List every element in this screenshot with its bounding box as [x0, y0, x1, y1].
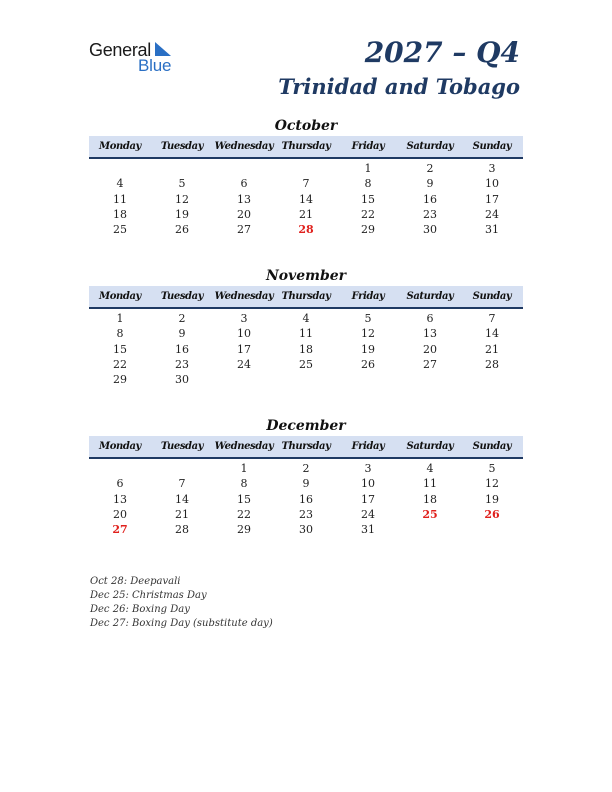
- day-cell: 18: [113, 207, 127, 221]
- week-row: [89, 326, 523, 341]
- day-cell: 5: [488, 462, 496, 475]
- day-cell: 21: [299, 207, 313, 221]
- weekday-header: Thursday: [281, 141, 331, 152]
- week-row: [89, 507, 523, 522]
- day-cell: 14: [175, 492, 189, 506]
- day-cell: 7: [488, 312, 496, 325]
- day-cell: 24: [237, 357, 251, 371]
- weekday-header-row: [89, 436, 523, 459]
- weekday-header: Wednesday: [214, 441, 274, 452]
- day-cell: 20: [113, 507, 127, 521]
- week-row: [89, 492, 523, 507]
- weekday-header: Tuesday: [160, 141, 204, 152]
- holiday-note: Oct 28: Deepavali: [90, 576, 181, 587]
- week-row: [89, 161, 523, 176]
- day-cell: 19: [361, 342, 375, 356]
- day-cell: 12: [175, 192, 189, 206]
- day-cell: 21: [485, 342, 499, 356]
- day-cell: 23: [175, 357, 189, 371]
- day-cell: 13: [237, 192, 251, 206]
- weekday-header: Sunday: [472, 291, 512, 302]
- weekday-header-row: [89, 286, 523, 309]
- day-cell: 22: [237, 507, 251, 521]
- week-row: [89, 461, 523, 476]
- weekday-header: Saturday: [406, 441, 454, 452]
- empty-day-cell: [399, 522, 461, 537]
- week-row: [89, 522, 523, 537]
- month-october: [89, 116, 523, 237]
- day-cell: 30: [423, 223, 437, 237]
- empty-day-cell: [275, 161, 337, 176]
- day-cell: 12: [361, 327, 375, 341]
- month-name: October: [274, 118, 338, 134]
- day-cell: 13: [113, 492, 127, 506]
- day-cell: 28: [485, 357, 499, 371]
- weekday-header: Friday: [351, 291, 385, 302]
- month-november: [89, 266, 523, 387]
- day-cell: 20: [423, 342, 437, 356]
- weekday-header-row: [89, 136, 523, 159]
- day-cell: 15: [237, 492, 251, 506]
- holiday-note: Dec 26: Boxing Day: [90, 604, 190, 615]
- empty-day-cell: [89, 161, 151, 176]
- day-cell: 6: [116, 477, 124, 491]
- empty-day-cell: [151, 161, 213, 176]
- week-row: [89, 372, 523, 387]
- day-cell: 1: [116, 312, 124, 325]
- day-cell: 8: [116, 327, 124, 341]
- day-cell: 21: [175, 507, 189, 521]
- day-cell: 29: [113, 373, 127, 387]
- day-cell: 5: [178, 177, 186, 191]
- week-row: [89, 207, 523, 222]
- day-cell: 5: [364, 312, 372, 325]
- weekday-header: Monday: [99, 291, 141, 302]
- day-cell: 2: [302, 462, 310, 475]
- day-cell: 4: [426, 462, 434, 475]
- empty-day-cell: [89, 461, 151, 476]
- day-cell: 23: [423, 207, 437, 221]
- day-cell: 19: [485, 492, 499, 506]
- day-cell: 8: [364, 177, 372, 191]
- weekday-header: Wednesday: [214, 291, 274, 302]
- day-cell: 29: [361, 223, 375, 237]
- empty-day-cell: [461, 522, 523, 537]
- day-cell: 11: [113, 192, 127, 206]
- holiday-note: Dec 25: Christmas Day: [90, 590, 207, 601]
- day-cell: 30: [175, 373, 189, 387]
- day-cell: 18: [299, 342, 313, 356]
- day-cell: 26: [361, 357, 375, 371]
- holiday-note: Dec 27: Boxing Day (substitute day): [90, 618, 273, 629]
- day-cell: 10: [237, 327, 251, 341]
- weekday-header: Tuesday: [160, 291, 204, 302]
- empty-day-cell: [275, 372, 337, 387]
- weekday-header: Friday: [351, 141, 385, 152]
- day-cell: 26: [484, 507, 500, 521]
- day-cell: 27: [423, 357, 437, 371]
- day-cell: 8: [240, 477, 248, 491]
- day-cell: 11: [423, 477, 437, 491]
- day-cell: 9: [178, 327, 186, 341]
- day-cell: 28: [298, 223, 314, 237]
- day-cell: 25: [113, 223, 127, 237]
- weekday-header: Wednesday: [214, 141, 274, 152]
- weekday-header: Tuesday: [160, 441, 204, 452]
- weekday-header: Saturday: [406, 291, 454, 302]
- week-row: [89, 176, 523, 191]
- page-subtitle: Trinidad and Tobago: [278, 74, 520, 99]
- calendar-grid: [89, 459, 523, 537]
- holiday-notes: [90, 575, 273, 631]
- day-cell: 14: [485, 327, 499, 341]
- weekday-header: Friday: [351, 441, 385, 452]
- day-cell: 27: [237, 223, 251, 237]
- day-cell: 2: [178, 312, 186, 325]
- day-cell: 3: [488, 162, 496, 175]
- day-cell: 18: [423, 492, 437, 506]
- day-cell: 1: [240, 462, 248, 475]
- day-cell: 14: [299, 192, 313, 206]
- day-cell: 23: [299, 507, 313, 521]
- page-title: 2027 – Q4: [364, 36, 520, 69]
- day-cell: 3: [240, 312, 248, 325]
- weekday-header: Sunday: [472, 441, 512, 452]
- logo-text-blue: Blue: [138, 56, 172, 75]
- weekday-header: Thursday: [281, 441, 331, 452]
- day-cell: 20: [237, 207, 251, 221]
- day-cell: 26: [175, 223, 189, 237]
- calendar-grid: [89, 309, 523, 387]
- week-row: [89, 357, 523, 372]
- day-cell: 7: [178, 477, 186, 491]
- day-cell: 12: [485, 477, 499, 491]
- day-cell: 9: [426, 177, 434, 191]
- empty-day-cell: [461, 372, 523, 387]
- month-name: December: [266, 418, 346, 434]
- day-cell: 10: [361, 477, 375, 491]
- day-cell: 24: [485, 207, 499, 221]
- day-cell: 17: [237, 342, 251, 356]
- weekday-header: Monday: [99, 441, 141, 452]
- day-cell: 11: [299, 327, 313, 341]
- day-cell: 16: [423, 192, 437, 206]
- week-row: [89, 476, 523, 491]
- brand-logo: [89, 40, 189, 76]
- day-cell: 30: [299, 523, 313, 537]
- day-cell: 4: [116, 177, 124, 191]
- day-cell: 1: [364, 162, 372, 175]
- week-row: [89, 342, 523, 357]
- day-cell: 2: [426, 162, 434, 175]
- weekday-header: Thursday: [281, 291, 331, 302]
- logo-triangle-icon: [155, 42, 171, 56]
- calendar-grid: [89, 159, 523, 237]
- week-row: [89, 192, 523, 207]
- day-cell: 4: [302, 312, 310, 325]
- weekday-header: Monday: [99, 141, 141, 152]
- day-cell: 10: [485, 177, 499, 191]
- day-cell: 13: [423, 327, 437, 341]
- day-cell: 22: [113, 357, 127, 371]
- empty-day-cell: [337, 372, 399, 387]
- day-cell: 15: [113, 342, 127, 356]
- day-cell: 16: [299, 492, 313, 506]
- day-cell: 29: [237, 523, 251, 537]
- day-cell: 17: [485, 192, 499, 206]
- day-cell: 7: [302, 177, 310, 191]
- day-cell: 31: [485, 223, 499, 237]
- month-december: [89, 416, 523, 537]
- day-cell: 25: [422, 507, 438, 521]
- day-cell: 16: [175, 342, 189, 356]
- day-cell: 15: [361, 192, 375, 206]
- empty-day-cell: [399, 372, 461, 387]
- day-cell: 31: [361, 523, 375, 537]
- day-cell: 24: [361, 507, 375, 521]
- day-cell: 6: [240, 177, 248, 191]
- day-cell: 22: [361, 207, 375, 221]
- day-cell: 9: [302, 477, 310, 491]
- weekday-header: Sunday: [472, 141, 512, 152]
- day-cell: 6: [426, 312, 434, 325]
- empty-day-cell: [213, 161, 275, 176]
- month-name: November: [265, 268, 347, 284]
- empty-day-cell: [213, 372, 275, 387]
- empty-day-cell: [151, 461, 213, 476]
- day-cell: 17: [361, 492, 375, 506]
- day-cell: 25: [299, 357, 313, 371]
- day-cell: 3: [364, 462, 372, 475]
- weekday-header: Saturday: [406, 141, 454, 152]
- day-cell: 28: [175, 523, 189, 537]
- week-row: [89, 311, 523, 326]
- day-cell: 19: [175, 207, 189, 221]
- week-row: [89, 222, 523, 237]
- logo-text-general: General: [89, 40, 151, 60]
- day-cell: 27: [112, 523, 128, 537]
